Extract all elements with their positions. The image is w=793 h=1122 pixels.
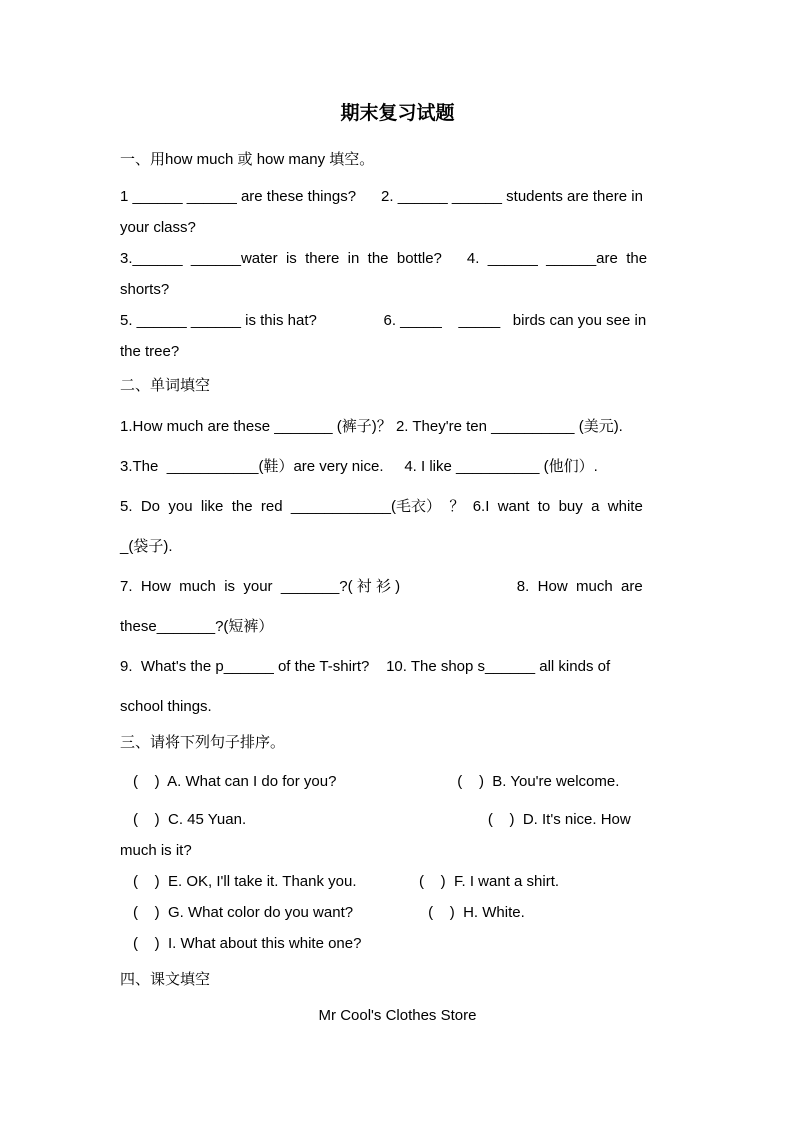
section-3-line-6: ( ) I. What about this white one? bbox=[133, 935, 362, 952]
section-4-heading: 四、课文填空 bbox=[120, 971, 211, 988]
section-sentence-ordering bbox=[120, 727, 675, 959]
section-2-line-3: 5. Do you like the red ____________(毛衣） ？ 6.I want to buy a white bbox=[120, 498, 643, 515]
section-3-line-3: much is it? bbox=[120, 842, 192, 859]
section-2-heading: 二、单词填空 bbox=[120, 377, 211, 394]
section-1-line-3: 3.______ ______water is there in the bottle? 4. ______ ______are the bbox=[120, 250, 648, 267]
passage-title: Mr Cool's Clothes Store bbox=[318, 1007, 477, 1024]
section-fill-how-much-how-many bbox=[120, 144, 675, 367]
section-1-heading: 一、用how much 或 how many 填空。 bbox=[120, 151, 375, 168]
section-2-line-4: _(袋子). bbox=[120, 538, 173, 555]
section-3-heading: 三、请将下列句子排序。 bbox=[120, 734, 286, 751]
section-text-fill bbox=[120, 964, 675, 1031]
section-1-line-5: 5. ______ ______ is this hat? 6. _____ _____ birds can you see in bbox=[120, 312, 647, 329]
section-3-line-2: ( ) C. 45 Yuan. ( ) D. It's nice. How bbox=[133, 811, 631, 828]
section-2-line-6: these_______?(短裤） bbox=[120, 618, 274, 635]
section-1-line-4: shorts? bbox=[120, 281, 170, 298]
section-2-line-1: 1.How much are these _______ (裤子)？ 2. They're ten __________ (美元). bbox=[120, 418, 623, 435]
section-word-fill bbox=[120, 370, 675, 727]
section-3-line-1: ( ) A. What can I do for you? ( ) B. You're welcome. bbox=[133, 773, 620, 790]
section-2-line-2: 3.The ___________(鞋）are very nice. 4. I like __________ (他们）. bbox=[120, 458, 598, 475]
section-2-line-8: school things. bbox=[120, 698, 212, 715]
section-1-line-1: 1 ______ ______ are these things? 2. ______ ______ students are there in bbox=[120, 188, 643, 205]
section-1-line-2: your class? bbox=[120, 219, 196, 236]
section-3-line-5: ( ) G. What color do you want? ( ) H. White. bbox=[133, 904, 525, 921]
page-title: 期末复习试题 bbox=[340, 103, 455, 124]
section-2-line-5: 7. How much is your _______?( 衬 衫 ) 8. How much are bbox=[120, 578, 643, 595]
section-3-line-4: ( ) E. OK, I'll take it. Thank you. ( ) F. I want a shirt. bbox=[133, 873, 560, 890]
section-2-line-7: 9. What's the p______ of the T-shirt? 10. The shop s______ all kinds of bbox=[120, 658, 611, 675]
section-1-line-6: the tree? bbox=[120, 343, 180, 360]
